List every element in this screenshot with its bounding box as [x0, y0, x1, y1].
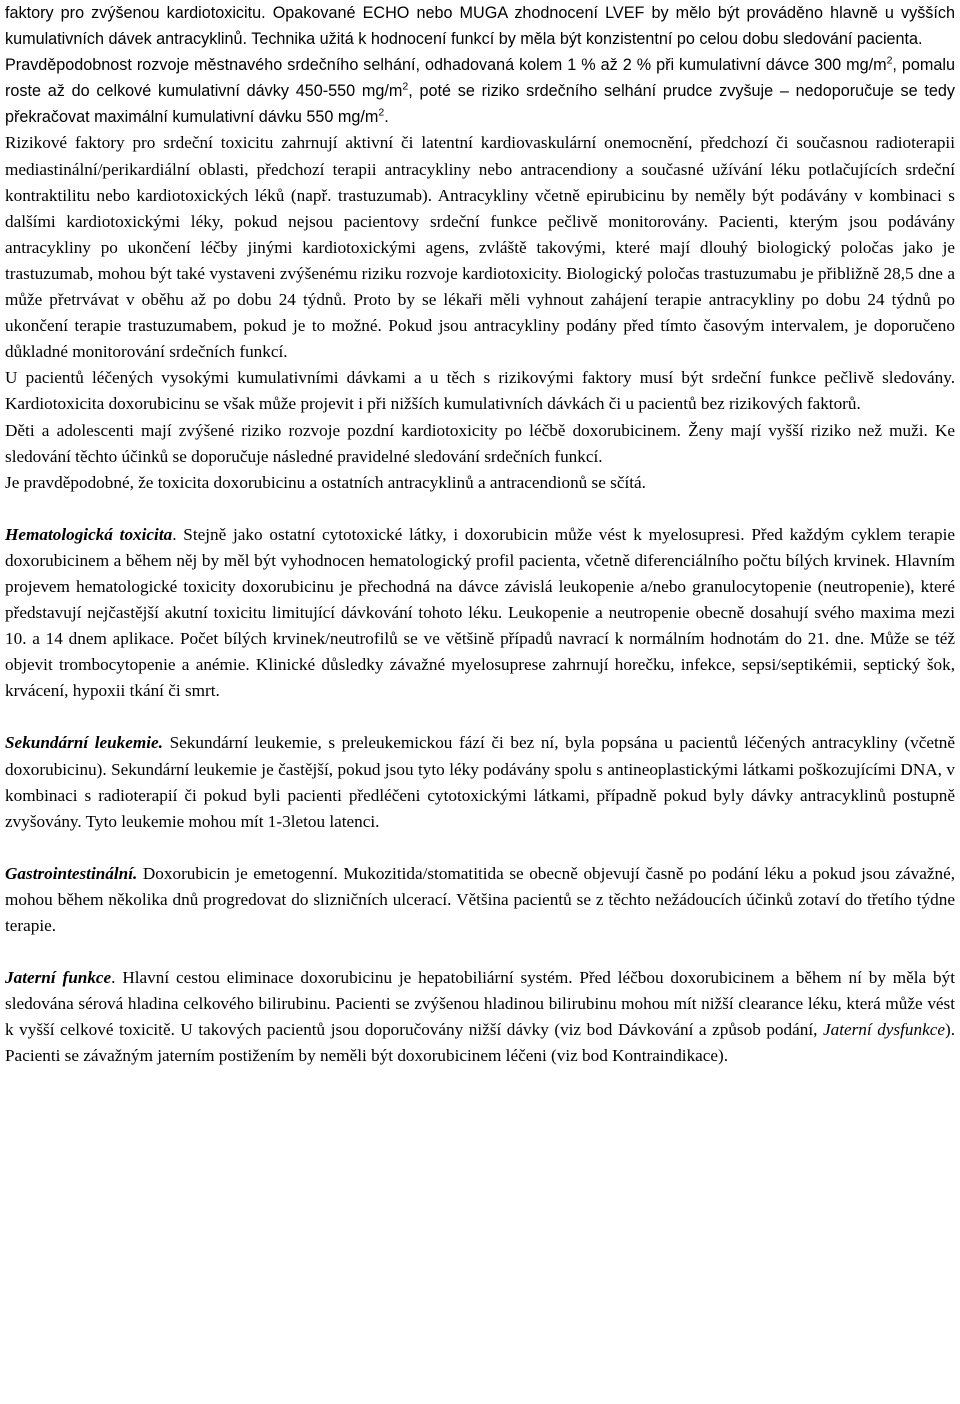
paragraph-risk-factors: Rizikové faktory pro srdeční toxicitu zahrnují aktivní či latentní kardiovaskulární onemocnění, předchozí či současnou radioterapii mediastinální/perikardiální oblasti, předchozí terapii antracykliny nebo antracendiony a současné užívání léku potlačujících srdeční kontraktilitu nebo kardiotoxických léků (např. trastuzumab). Antracykliny včetně epirubicinu by neměly být podávány v kombinaci s dalšími kardiotoxickými léky, pokud nejsou pacientovy srdeční funkce pečlivě monitorovány. Pacienti, kterým jsou podávány antracykliny po ukončení léčby jinými kardiotoxickými agens, zvláště takovými, které mají dlouhý biologický poločas jako je trastuzumab, mohou být také vystaveni zvýšenému riziku rozvoje kardiotoxicity. Biologický poločas trastuzumabu je přibližně 28,5 dne a může přetrvávat v oběhu až po dobu 24 týdnů. Proto by se lékaři měli vyhnout zahájení terapie antracykliny po dobu 24 týdnů po ukončení terapie trastuzumabem, pokud je to možné. Pokud jsou antracykliny podány před tímto časovým intervalem, je doporučeno důkladné monitorování srdečních funkcí. [5, 133, 955, 362]
superscript: 2 [886, 54, 893, 67]
section-liver-function [5, 965, 955, 1069]
paragraph-lvef-monitoring: faktory pro zvýšenou kardiotoxicitu. Opakované ECHO nebo MUGA zhodnocení LVEF by mělo být prováděno hlavně u vyšších kumulativních dávek antracyklinů. Technika užitá k hodnocení funkcí by měla být konzistentní po celou dobu sledování pacienta. [5, 4, 955, 49]
section-heading-liver: Jaterní funkce [5, 968, 112, 988]
section-text: ). Pacienti se závažným jaterním postižením by neměli být doxorubicinem léčeni (viz bod Kontraindikace). [5, 1020, 955, 1066]
text-segment: . [384, 108, 389, 127]
section-text: . Hlavní cestou eliminace doxorubicinu je hepatobiliární systém. Před léčbou doxorubicinem a během ní by měla být sledována sérová hladina celkového bilirubinu. Pacienti se zvýšenou hladinou bilirubinu mohou mít nižší clearance léku, která může vést k vyšší celkové toxicitě. U takových pacientů jsou doporučovány nižší dávky (viz bod Dávkování a způsob podání, [5, 968, 955, 1040]
superscript: 2 [402, 80, 409, 93]
paragraph-children-adolescents: Děti a adolescenti mají zvýšené riziko rozvoje pozdní kardiotoxicity po léčbě doxorubicinem. Ženy mají vyšší riziko než muži. Ke sledování těchto účinků se doporučuje následné pravidelné sledování srdečních funkcí. [5, 420, 955, 466]
paragraph-additive-toxicity: Je pravděpodobné, že toxicita doxorubicinu a ostatních antracyklinů a antracendionů se sčítá. [5, 472, 646, 492]
text-segment: Pravděpodobnost rozvoje městnavého srdečního selhání, odhadovaná kolem 1 % až 2 % při kumulativní dávce 300 mg/m [5, 56, 887, 75]
section-text: Sekundární leukemie, s preleukemickou fází či bez ní, byla popsána u pacientů léčených antracykliny (včetně doxorubicinu). Sekundární leukemie je častější, pokud jsou tyto léky podávány spolu s antineoplastickými látkami poškozujícími DNA, v kombinaci s radioterapií či pokud byli pacienti předléčeni cytotoxickými látkami, případně pokud byly dávky antracyklinů postupně zvyšovány. Tyto leukemie mohou mít 1-3letou latenci. [5, 733, 955, 831]
cross-reference-italic: Jaterní dysfunkce [822, 1020, 945, 1040]
text-segment: , pomalu roste až do celkové kumulativní dávky 450-550 mg/m [5, 56, 955, 101]
section-text: . Stejně jako ostatní cytotoxické látky, i doxorubicin může vést k myelosupresi. Před každým cyklem terapie doxorubicinem a během něj by měl být vyhodnocen hematologický profil pacienta, včetně diferenciálního počtu bílých krvinek. Hlavním projevem hematologické toxicity doxorubicinu je přechodná na dávce závislá leukopenie a/nebo granulocytopenie (neutropenie), které představují nejčastější akutní toxicitu limitující dávkování tohoto léku. Leukopenie a neutropenie obecně dosahují svého maxima mezi 10. a 14 dnem aplikace. Počet bílých krvinek/neutrofilů se ve většině případů navrací k normálním hodnotám do 21. dne. Může se též objevit trombocytopenie a anémie. Klinické důsledky závažné myelosuprese zahrnují horečku, infekce, sepsi/septikémii, septický šok, krvácení, hypoxii tkání či smrt. [5, 524, 955, 701]
section-heading-hematologic: Hematologická toxicita [5, 524, 173, 544]
section-text: Doxorubicin je emetogenní. Mukozitida/stomatitida se obecně objevují časně po podání léku a pokud jsou závažné, mohou během několika dnů progredovat do slizničních ulcerací. Většina pacientů se z těchto nežádoucích účinků zotaví do třetího týdne terapie. [5, 863, 955, 935]
section-gastrointestinal [5, 861, 955, 939]
section-secondary-leukemia [5, 730, 955, 834]
section-hematologic-toxicity [5, 522, 955, 705]
section-heading-leukemia: Sekundární leukemie. [5, 733, 163, 753]
section-heading-gastrointestinal: Gastrointestinální. [5, 863, 138, 883]
paragraph-high-dose-monitoring: U pacientů léčených vysokými kumulativními dávkami a u těch s rizikovými faktory musí být srdeční funkce pečlivě sledovány. Kardiotoxicita doxorubicinu se však může projevit i při nižších kumulativních dávkách či u pacientů bez rizikových faktorů. [5, 368, 955, 414]
paragraph-heart-failure-risk [5, 52, 955, 130]
superscript: 2 [378, 106, 385, 119]
text-segment: , poté se riziko srdečního selhání prudce zvyšuje – nedoporučuje se tedy překračovat maximální kumulativní dávku 550 mg/m [5, 82, 956, 127]
